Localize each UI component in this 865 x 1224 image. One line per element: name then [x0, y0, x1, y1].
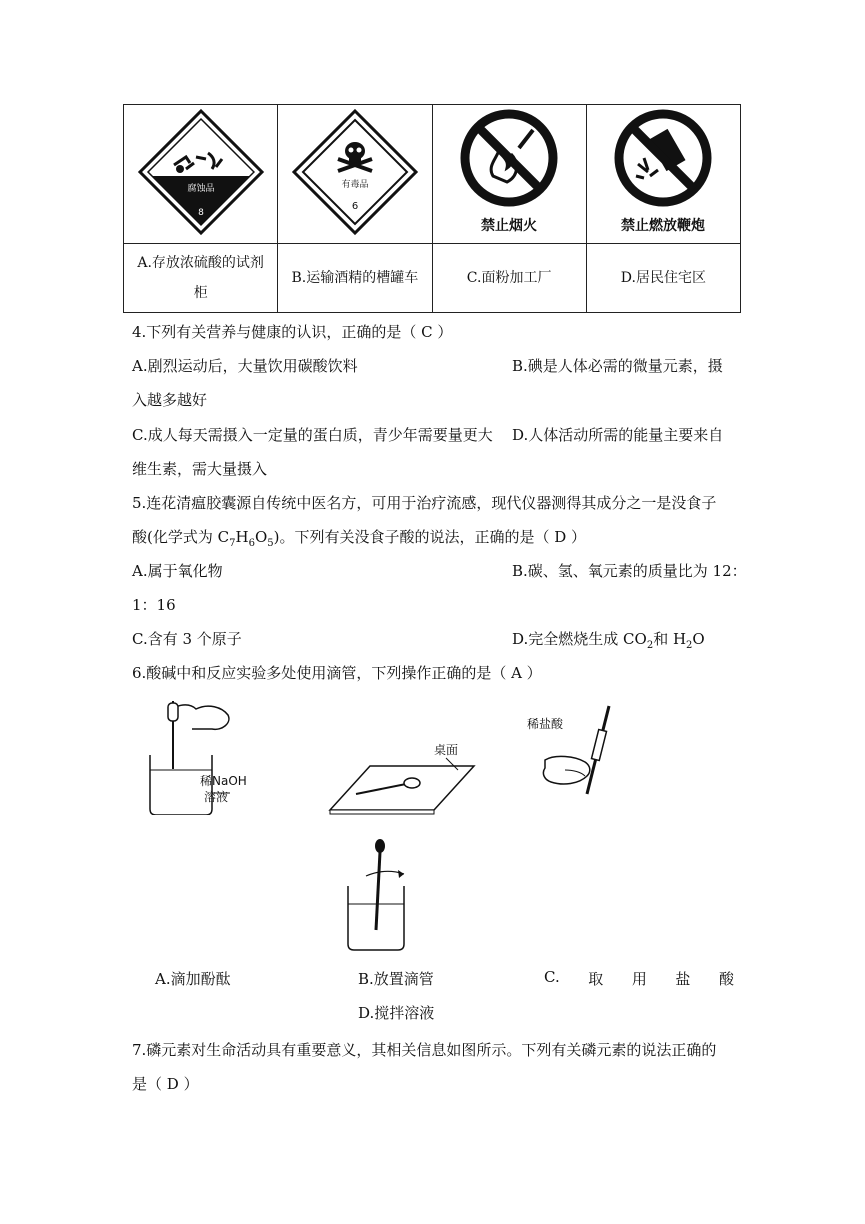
q6-option-c-char: C.: [544, 968, 560, 986]
q5-option-b-cont: 1：16: [132, 596, 176, 614]
formula-sub-c: 7: [229, 538, 236, 549]
desk-label: 桌面: [434, 743, 459, 757]
corrosive-sign-text: 腐蚀品: [187, 184, 215, 194]
figure-b-dropper-on-desk: [328, 740, 478, 815]
no-firecracker-sign-text: 禁止燃放鞭炮: [621, 218, 706, 234]
naoh-label-1: 稀NaOH: [200, 774, 247, 788]
corrosive-sign-number: 8: [197, 208, 204, 218]
option-a-line1: A.存放浓硫酸的试剂: [137, 255, 264, 271]
q6-option-c-char: 用: [631, 970, 647, 988]
co2-sub: 2: [646, 640, 654, 651]
figure-c-hcl-dropper: [525, 700, 645, 800]
naoh-label-2: 溶液: [204, 790, 229, 804]
q4-option-b-cont: 入越多越好: [132, 391, 208, 409]
q4-option-d: D.人体活动所需的能量主要来自: [512, 426, 724, 444]
formula-sub-h: 6: [248, 538, 255, 549]
q4-option-a: A.剧烈运动后，大量饮用碳酸饮料: [132, 357, 358, 375]
option-d-cell: D.居民住宅区: [586, 244, 740, 313]
h2o-sub: 2: [686, 640, 693, 651]
option-b-cell: B.运输酒精的槽罐车: [278, 244, 432, 313]
formula-sub-o: 5: [267, 538, 274, 549]
q6-stem: 6.酸碱中和反应实验多处使用滴管，下列操作正确的是（ A ）: [132, 664, 542, 682]
toxic-sign-number: 6: [351, 201, 359, 212]
q5-stem-pre: 酸(化学式为 C: [132, 528, 230, 546]
q4-option-b: B.碘是人体必需的微量元素，摄: [512, 357, 723, 375]
q6-option-c: [544, 968, 734, 989]
q5-option-d-pre: D.完全燃烧生成 CO: [512, 630, 647, 648]
q6-option-c-char: 取: [588, 970, 604, 988]
q6-option-a: A.滴加酚酞: [155, 970, 231, 988]
corrosive-icon: [136, 107, 266, 237]
corrosive-sign-cell: [124, 105, 278, 244]
q5-option-d-mid: 和 H: [653, 630, 687, 648]
q6-option-d: D.搅拌溶液: [358, 1004, 435, 1022]
q5-stem-line1: 5.连花清瘟胶囊源自传统中医名方，可用于治疗流感，现代仪器测得其成分之一是没食子: [132, 494, 717, 512]
formula-o: O: [254, 528, 268, 546]
q4-option-c: C.成人每天需摄入一定量的蛋白质，青少年需要量更大: [132, 426, 493, 444]
q5-option-d-post: O: [692, 630, 705, 648]
hcl-label: 稀盐酸: [527, 717, 564, 731]
signs-table: [123, 104, 741, 313]
q5-option-b: B.碳、氢、氧元素的质量比为 12：: [512, 562, 747, 580]
toxic-sign-cell: [278, 105, 432, 244]
q6-option-b: B.放置滴管: [358, 970, 434, 988]
no-fire-sign-text: 禁止烟火: [481, 218, 538, 234]
toxic-skull-icon: [290, 107, 420, 237]
q5-stem-line2: [132, 526, 586, 549]
q5-option-d: [512, 628, 705, 651]
q7-stem-cont: 是（ D ）: [132, 1075, 199, 1093]
no-firecracker-icon: [598, 106, 728, 238]
no-fire-sign-cell: [432, 105, 586, 244]
figure-a-dropper-beaker: [140, 695, 270, 815]
q4-stem: 4.下列有关营养与健康的认识，正确的是（ C ）: [132, 323, 453, 341]
no-fire-icon: [449, 106, 569, 238]
q5-stem-post: )。下列有关没食子酸的说法，正确的是（ D ）: [273, 528, 587, 546]
q7-stem: 7.磷元素对生命活动具有重要意义，其相关信息如图所示。下列有关磷元素的说法正确的: [132, 1041, 717, 1059]
option-a-line2: 柜: [193, 285, 208, 301]
q6-option-c-char: 酸: [718, 970, 734, 988]
option-c-cell: C.面粉加工厂: [432, 244, 586, 313]
formula-h: H: [235, 528, 249, 546]
q4-option-d-cont: 维生素，需大量摄入: [132, 460, 268, 478]
option-a-cell: [124, 244, 278, 313]
toxic-sign-text: 有毒品: [341, 180, 369, 190]
no-firecracker-sign-cell: [586, 105, 740, 244]
q5-option-a: A.属于氧化物: [132, 562, 223, 580]
q5-option-c: C.含有 3 个原子: [132, 630, 242, 648]
figure-d-stirring-beaker: [342, 838, 412, 953]
q6-option-c-char: 盐: [675, 970, 691, 988]
